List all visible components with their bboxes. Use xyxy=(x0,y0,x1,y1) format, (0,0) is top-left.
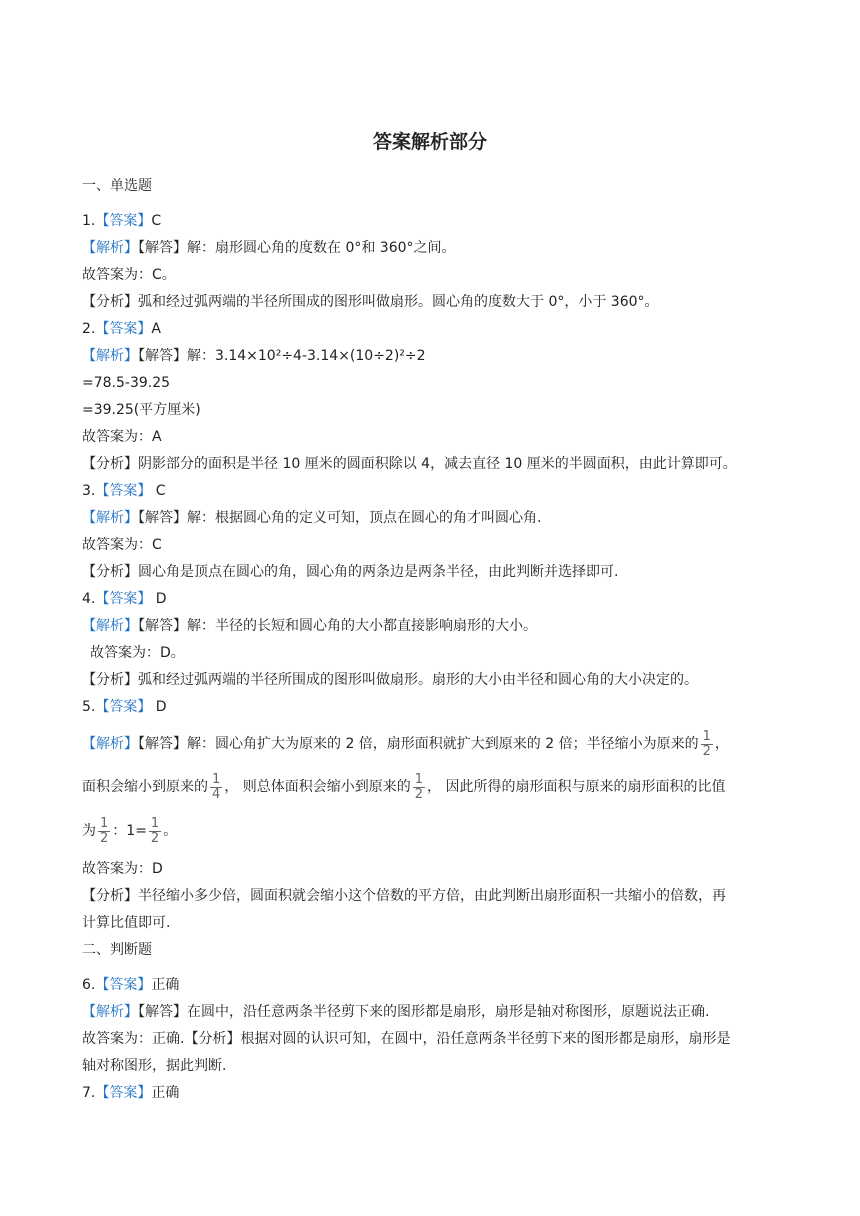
analysis-tag: 【解析】 xyxy=(82,1004,138,1020)
solve-tag: 【解答】 xyxy=(138,348,187,364)
q1-solution-line xyxy=(82,238,782,258)
q5-answer: D xyxy=(151,699,167,715)
solve-tag: 【解答】 xyxy=(138,736,187,752)
fraction-one-quarter: $\frac{1}{4}$ xyxy=(212,771,221,802)
solve-tag: 【解答】 xyxy=(138,618,187,634)
q6-answer-line xyxy=(82,975,782,995)
q6-number: 6. xyxy=(82,977,96,993)
q3-answer: C xyxy=(151,483,166,499)
q4-answer: D xyxy=(151,591,167,607)
q6-solution: 在圆中，沿任意两条半径剪下来的图形都是扇形，扇形是轴对称图形，原题说法正确. xyxy=(187,1004,710,1020)
q6-result-line xyxy=(82,1029,782,1049)
q2-number: 2. xyxy=(82,321,96,337)
section-heading-judgement: 二、判断题 xyxy=(82,942,152,958)
q5-solution-part2: ， xyxy=(714,736,729,752)
q2-result: 故答案为：A xyxy=(82,429,162,445)
q5-line3-part3: 。 xyxy=(163,823,178,839)
q5-solution-line-2 xyxy=(82,772,782,802)
answer-tag: 【答案】 xyxy=(95,1085,152,1101)
q1-analysis: 弧和经过弧两端的半径所围成的图形叫做扇形。圆心角的度数大于 0°，小于 360°。 xyxy=(138,294,659,310)
q3-number: 3. xyxy=(82,483,96,499)
q1-answer-line xyxy=(82,211,782,231)
q1-solution: 解：扇形圆心角的度数在 0°和 360°之间。 xyxy=(187,240,456,256)
q5-analysis-line xyxy=(82,886,782,906)
q1-number: 1. xyxy=(82,213,96,229)
q2-solution-line xyxy=(82,346,782,366)
q2-step-1: =78.5-39.25 xyxy=(82,375,171,391)
q4-solution: 解：半径的长短和圆心角的大小都直接影响扇形的大小。 xyxy=(187,618,537,634)
fenxi-tag: 【分析】 xyxy=(82,456,138,472)
q5-answer-line xyxy=(82,697,782,717)
q5-line3-part1: 为 xyxy=(82,823,96,839)
analysis-tag: 【解析】 xyxy=(82,510,138,526)
fenxi-tag: 【分析】 xyxy=(82,294,138,310)
q2-solution: 解：3.14×10²÷4-3.14×(10÷2)²÷2 xyxy=(187,348,426,364)
q3-answer-line xyxy=(82,481,782,501)
q7-answer-line xyxy=(82,1083,782,1103)
q4-analysis-line xyxy=(82,670,782,690)
q6-analysis-1: 根据对圆的认识可知，在圆中，沿任意两条半径剪下来的图形都是扇形，扇形是 xyxy=(240,1031,731,1047)
answer-tag: 【答案】 xyxy=(95,591,152,607)
q2-step-2: =39.25(平方厘米) xyxy=(82,402,201,418)
q5-line2-part3: ， 因此所得的扇形面积与原来的扇形面积的比值 xyxy=(427,779,726,795)
answer-tag: 【答案】 xyxy=(95,321,152,337)
q4-solution-line xyxy=(82,616,782,636)
q4-answer-line xyxy=(82,589,782,609)
solve-tag: 【解答】 xyxy=(138,1004,187,1020)
analysis-tag: 【解析】 xyxy=(82,618,138,634)
q1-answer: C xyxy=(151,213,162,229)
analysis-tag: 【解析】 xyxy=(82,736,138,752)
q1-analysis-line xyxy=(82,292,782,312)
q6-result: 故答案为：正确. xyxy=(82,1031,185,1047)
q5-line3-part2: ：1= xyxy=(112,823,147,839)
q5-line2-part1: 面积会缩小到原来的 xyxy=(82,779,208,795)
q2-answer-line xyxy=(82,319,782,339)
fraction-one-half: $\frac{1}{2}$ xyxy=(150,815,160,846)
q5-result: 故答案为：D xyxy=(82,861,163,877)
q5-line2-part2: ， 则总体面积会缩小到原来的 xyxy=(224,779,411,795)
q5-number: 5. xyxy=(82,699,96,715)
q2-analysis: 阴影部分的面积是半径 10 厘米的圆面积除以 4，减去直径 10 厘米的半圆面积，由此计算即可。 xyxy=(138,456,737,472)
answer-tag: 【答案】 xyxy=(95,213,152,229)
q2-answer: A xyxy=(151,321,161,337)
q6-analysis-2: 轴对称图形，据此判断. xyxy=(82,1058,227,1074)
q7-number: 7. xyxy=(82,1085,96,1101)
q4-analysis: 弧和经过弧两端的半径所围成的图形叫做扇形。扇形的大小由半径和圆心角的大小决定的。 xyxy=(138,672,698,688)
q3-result: 故答案为：C xyxy=(82,537,162,553)
fraction-one-half: $\frac{1}{2}$ xyxy=(414,771,424,802)
analysis-tag: 【解析】 xyxy=(82,348,138,364)
solve-tag: 【解答】 xyxy=(138,510,187,526)
solve-tag: 【解答】 xyxy=(138,240,187,256)
section-heading-single-choice: 一、单选题 xyxy=(82,178,152,194)
fenxi-tag: 【分析】 xyxy=(184,1031,241,1047)
q5-solution-line xyxy=(82,729,782,759)
answer-tag: 【答案】 xyxy=(95,699,152,715)
answer-tag: 【答案】 xyxy=(95,483,152,499)
q3-analysis-line xyxy=(82,562,782,582)
q5-analysis-2: 计算比值即可. xyxy=(82,915,171,931)
q6-answer: 正确 xyxy=(151,977,180,993)
q3-analysis: 圆心角是顶点在圆心的角，圆心角的两条边是两条半径，由此判断并选择即可. xyxy=(138,564,619,580)
page-title: 答案解析部分 xyxy=(372,131,487,153)
q6-solution-line xyxy=(82,1002,782,1022)
q1-result: 故答案为：C。 xyxy=(82,267,176,283)
fraction-one-half: $\frac{1}{2}$ xyxy=(702,728,711,759)
fraction-one-half: $\frac{1}{2}$ xyxy=(100,815,109,846)
analysis-tag: 【解析】 xyxy=(82,240,138,256)
q7-answer: 正确 xyxy=(151,1085,180,1101)
q4-result: 故答案为：D。 xyxy=(90,645,185,661)
q5-analysis-1: 半径缩小多少倍，圆面积就会缩小这个倍数的平方倍，由此判断出扇形面积一共缩小的倍数，再 xyxy=(138,888,726,904)
q2-analysis-line xyxy=(82,454,782,474)
q3-solution-line xyxy=(82,508,782,528)
q5-solution-line-3 xyxy=(82,816,782,846)
fenxi-tag: 【分析】 xyxy=(82,672,138,688)
fenxi-tag: 【分析】 xyxy=(82,564,138,580)
q5-solution-part1: 解：圆心角扩大为原来的 2 倍，扇形面积就扩大到原来的 2 倍；半径缩小为原来的 xyxy=(187,736,699,752)
fenxi-tag: 【分析】 xyxy=(82,888,138,904)
q4-number: 4. xyxy=(82,591,96,607)
answer-tag: 【答案】 xyxy=(95,977,152,993)
q3-solution: 解：根据圆心角的定义可知，顶点在圆心的角才叫圆心角. xyxy=(187,510,542,526)
